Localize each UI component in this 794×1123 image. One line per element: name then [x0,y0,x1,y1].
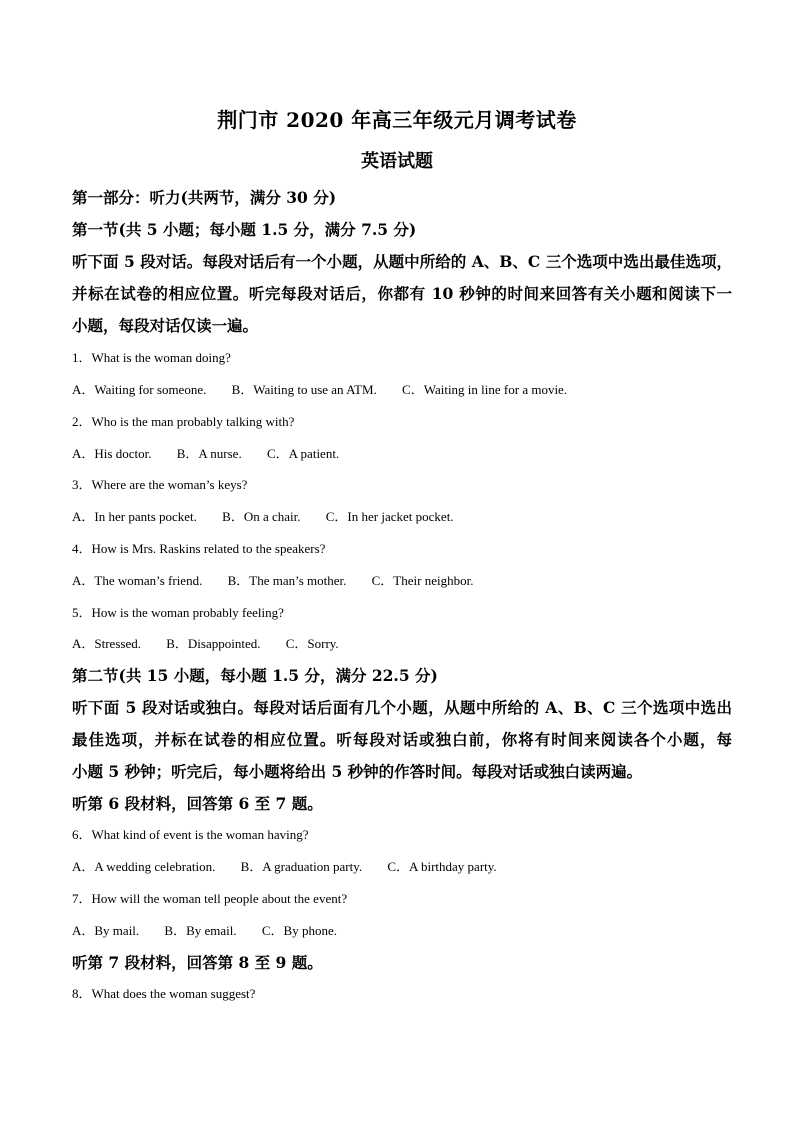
option-b: B．On a chair. [222,509,301,524]
option-c: C．Waiting in line for a movie. [402,382,568,397]
material-6-heading: 听第 6 段材料，回答第 6 至 7 题。 [72,794,323,813]
option-a: A．By mail. [72,923,140,938]
section1-instruction-line: 并标在试卷的相应位置。听完每段对话后，你都有 10 秒钟的时间来回答有关小题和阅读下一 [72,284,732,303]
part1-heading: 第一部分：听力(共两节，满分 30 分) [72,188,337,207]
option-c: C．By phone. [261,923,338,938]
question-5: 5．How is the woman probably feeling? [72,605,284,620]
section1-heading: 第一节(共 5 小题；每小题 1.5 分，满分 7.5 分) [72,220,417,239]
question-2: 2．Who is the man probably talking with? [72,414,295,429]
option-a: A．His doctor. [72,446,152,461]
section1-instruction-line: 听下面 5 段对话。每段对话后有一个小题，从题中所给的 A、B、C 三个选项中选出最佳选项， [72,252,732,271]
page-title: 荆门市 2020 年高三年级元月调考试卷 [217,108,577,132]
option-a: A．A wedding celebration. [72,859,216,874]
option-c: C．A birthday party. [387,859,497,874]
section2-instruction-line: 小题 5 秒钟；听完后，每小题将给出 5 秒钟的作答时间。每段对话或独白读两遍。 [72,762,643,781]
question-3-options [72,506,732,525]
option-b: B．A nurse. [176,446,242,461]
page-subtitle: 英语试题 [361,151,433,172]
option-b: B．By email. [164,923,237,938]
question-6-options [72,856,732,875]
option-b: B．Disappointed. [166,636,261,651]
option-c: C．Their neighbor. [371,573,474,588]
option-b: B．A graduation party. [240,859,363,874]
section1-instruction-line: 小题，每段对话仅读一遍。 [72,316,259,335]
question-5-options [72,633,732,652]
question-2-options [72,443,732,462]
section2-instruction-line: 听下面 5 段对话或独白。每段对话后面有几个小题，从题中所给的 A、B、C 三个选项中选出 [72,698,732,717]
question-7-options [72,920,732,939]
option-a: A．The woman’s friend. [72,573,203,588]
question-7: 7．How will the woman tell people about the event? [72,891,348,906]
question-1: 1．What is the woman doing? [72,350,231,365]
question-1-options [72,379,732,398]
question-8: 8．What does the woman suggest? [72,986,256,1001]
option-a: A．Waiting for someone. [72,382,207,397]
option-c: C．Sorry. [285,636,339,651]
question-6: 6．What kind of event is the woman having? [72,827,309,842]
option-b: B．The man’s mother. [227,573,347,588]
section2-instruction-line: 最佳选项，并标在试卷的相应位置。听每段对话或独白前，你将有时间来阅读各个小题，每 [72,730,732,749]
material-7-heading: 听第 7 段材料，回答第 8 至 9 题。 [72,953,323,972]
option-a: A．Stressed. [72,636,141,651]
question-4: 4．How is Mrs. Raskins related to the speakers? [72,541,326,556]
question-3: 3．Where are the woman’s keys? [72,477,248,492]
option-b: B．Waiting to use an ATM. [231,382,377,397]
section2-heading: 第二节(共 15 小题，每小题 1.5 分，满分 22.5 分) [72,666,438,685]
option-c: C．A patient. [266,446,340,461]
option-c: C．In her jacket pocket. [325,509,454,524]
option-a: A．In her pants pocket. [72,509,197,524]
question-4-options [72,570,732,589]
